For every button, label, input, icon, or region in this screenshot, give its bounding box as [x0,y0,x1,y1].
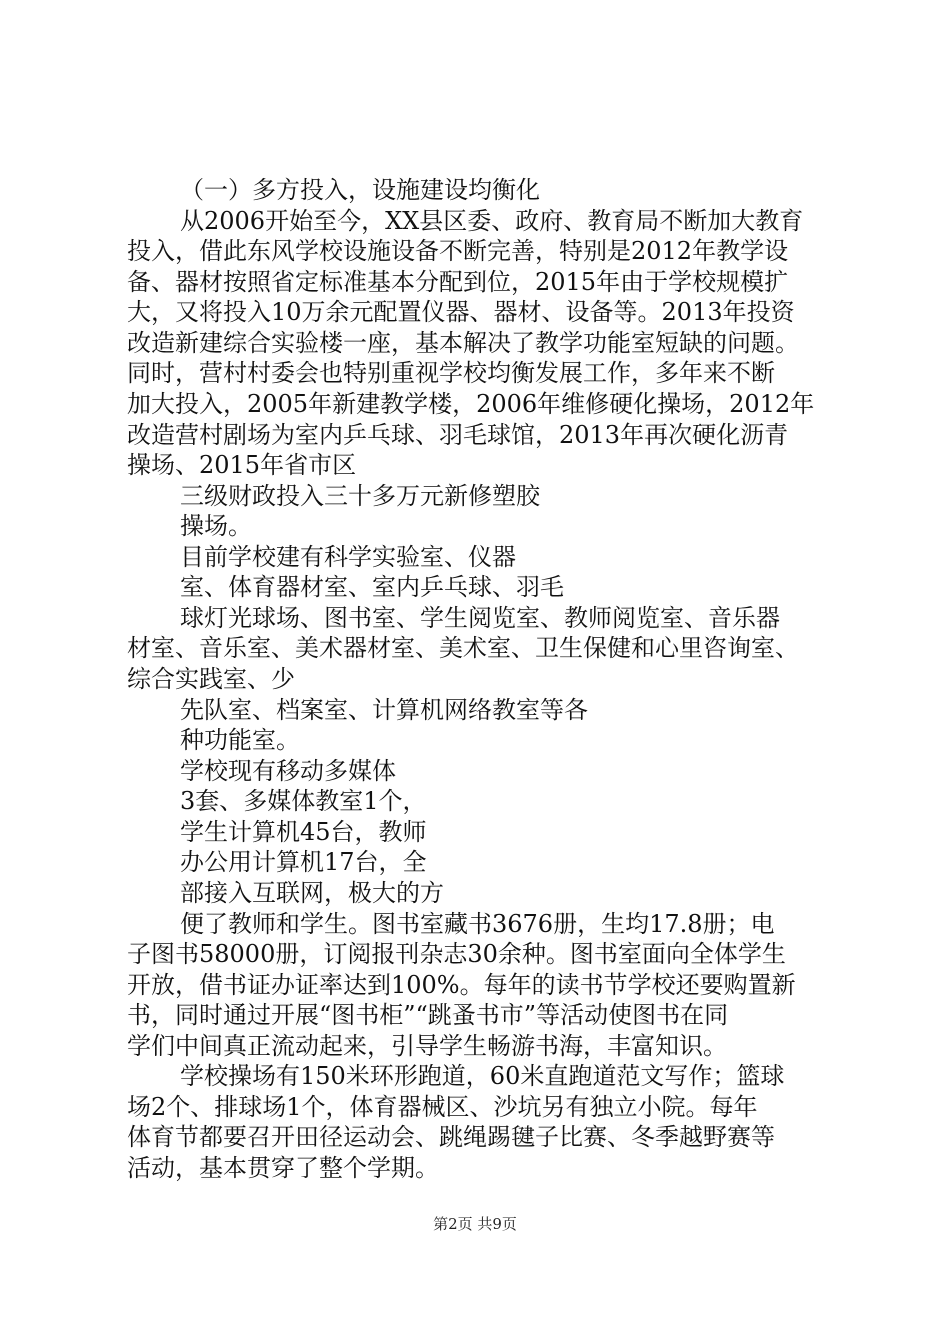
paragraph-line: 种功能室。 [180,726,300,754]
paragraph-line: 备、器材按照省定标准基本分配到位，2015年由于学校规模扩 [127,268,789,296]
paragraph-line: 操场、2015年省市区 [127,451,357,479]
paragraph-line: 学们中间真正流动起来，引导学生畅游书海，丰富知识。 [127,1032,727,1060]
paragraph-line: 三级财政投入三十多万元新修塑胶 [180,482,540,510]
paragraph-line: 开放，借书证办证率达到100%。每年的读书节学校还要购置新 [127,971,796,999]
paragraph-line: 先队室、档案室、计算机网络教室等各 [180,696,588,724]
paragraph-line: 书，同时通过开展“图书柜”“跳蚤书市”等活动使图书在同 [127,1001,729,1029]
paragraph-line: 体育节都要召开田径运动会、跳绳踢毽子比赛、冬季越野赛等 [127,1123,775,1151]
paragraph-line: 加大投入，2005年新建教学楼，2006年维修硬化操场，2012年 [127,390,815,418]
paragraph-line: 便了教师和学生。图书室藏书3676册，生均17.8册；电 [180,910,775,938]
paragraph-line: 活动，基本贯穿了整个学期。 [127,1154,439,1182]
paragraph-line: 改造营村剧场为室内乒乓球、羽毛球馆，2013年再次硬化沥青 [127,421,789,449]
paragraph-line: 办公用计算机17台，全 [180,848,427,876]
paragraph-line: 子图书58000册，订阅报刊杂志30余种。图书室面向全体学生 [127,940,786,968]
paragraph-line: 学校操场有150米环形跑道，60米直跑道范文写作；篮球 [180,1062,785,1090]
paragraph-line: 室、体育器材室、室内乒乓球、羽毛 [180,573,564,601]
paragraph-line: 综合实践室、少 [127,665,295,693]
paragraph-line: 操场。 [180,512,252,540]
paragraph-line: 目前学校建有科学实验室、仪器 [180,543,516,571]
paragraph-line: 球灯光球场、图书室、学生阅览室、教师阅览室、音乐器 [180,604,780,632]
paragraph-line: 3套、多媒体教室1个， [180,787,427,815]
section-heading: （一）多方投入，设施建设均衡化 [180,176,540,204]
paragraph-line: 场2个、排球场1个，体育器械区、沙坑另有独立小院。每年 [127,1093,758,1121]
paragraph-line: 材室、音乐室、美术器材室、美术室、卫生保健和心里咨询室、 [127,634,799,662]
paragraph-line: 从2006开始至今，XX县区委、政府、教育局不断加大教育 [180,207,804,235]
paragraph-line: 投入，借此东风学校设施设备不断完善，特别是2012年教学设 [127,237,789,265]
paragraph-line: 同时，营村村委会也特别重视学校均衡发展工作，多年来不断 [127,359,775,387]
paragraph-line: 改造新建综合实验楼一座，基本解决了教学功能室短缺的问题。 [127,329,799,357]
paragraph-line: 学校现有移动多媒体 [180,757,396,785]
paragraph-line: 部接入互联网，极大的方 [180,879,444,907]
page-footer: 第2页 共9页 [433,1215,517,1233]
paragraph-line: 学生计算机45台，教师 [180,818,427,846]
paragraph-line: 大，又将投入10万余元配置仪器、器材、设备等。2013年投资 [127,298,795,326]
